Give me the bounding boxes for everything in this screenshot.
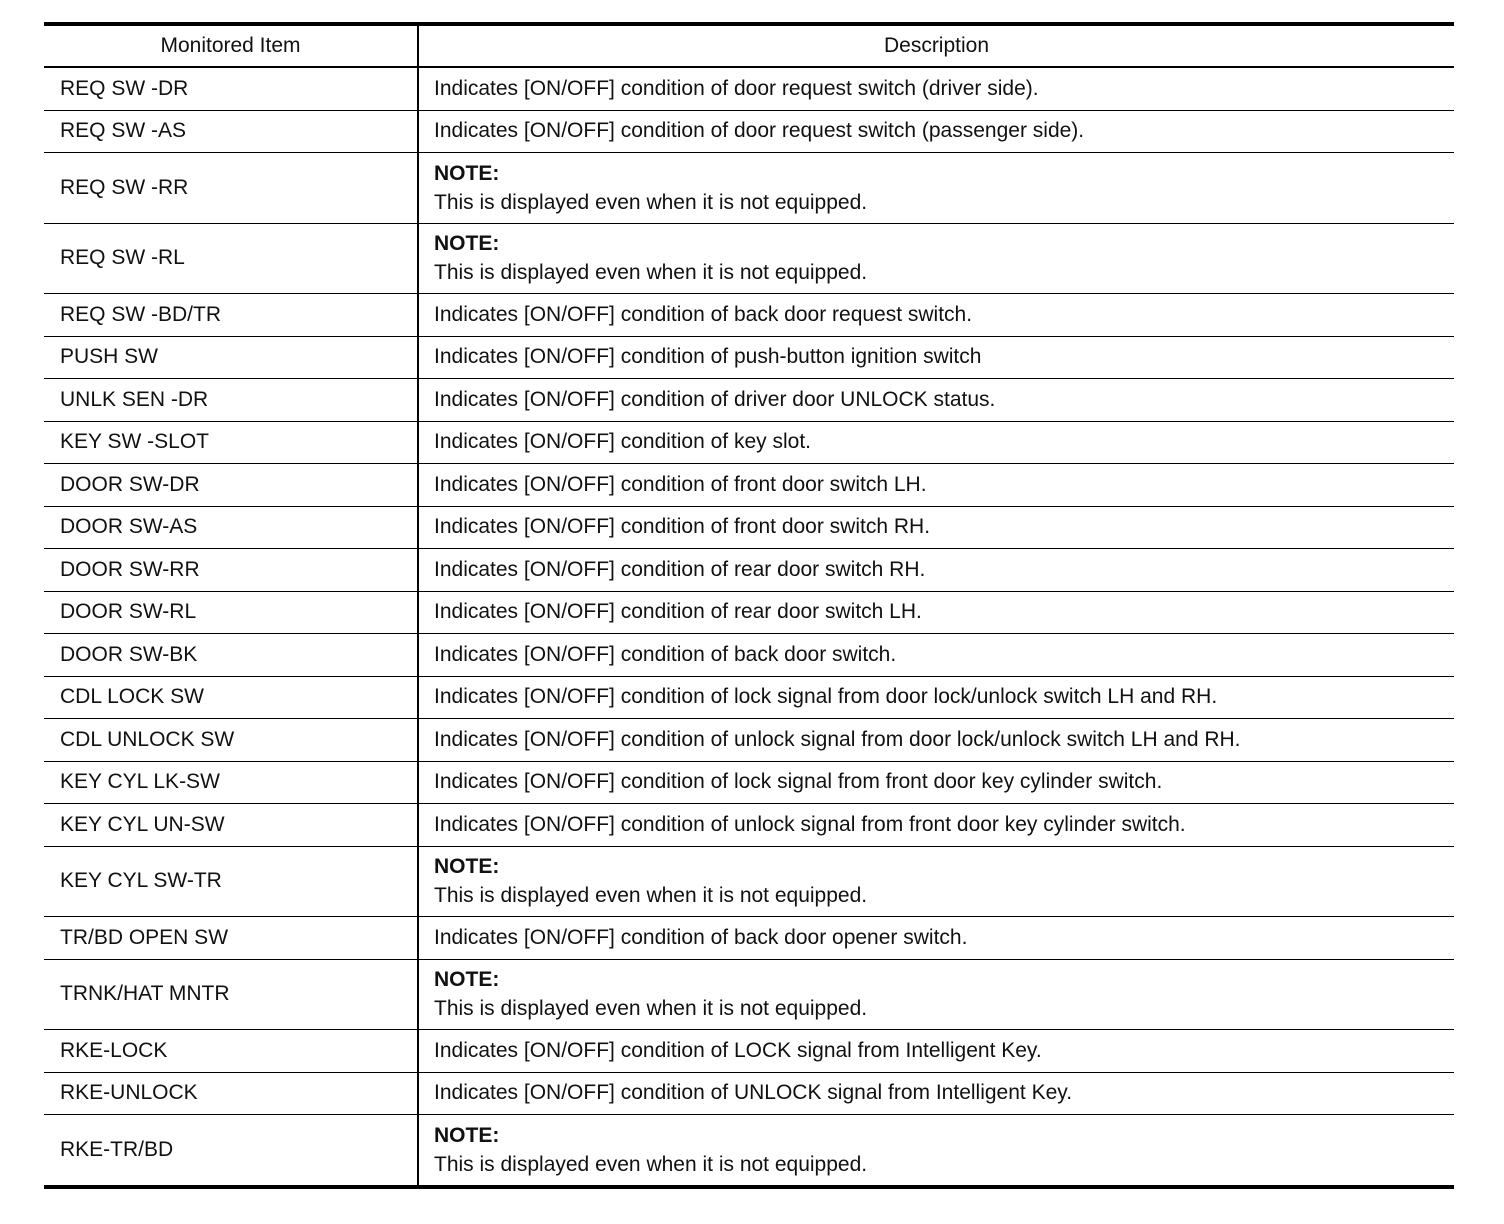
description-cell: Indicates [ON/OFF] condition of lock signal from front door key cylinder switch. xyxy=(418,761,1454,804)
description-cell: Indicates [ON/OFF] condition of lock signal from door lock/unlock switch LH and RH. xyxy=(418,676,1454,719)
table-row xyxy=(44,1115,1454,1187)
table-row xyxy=(44,336,1454,379)
table-row xyxy=(44,549,1454,592)
description-cell: Indicates [ON/OFF] condition of door request switch (driver side). xyxy=(418,67,1454,110)
note-heading: NOTE: xyxy=(434,968,500,992)
description-cell: Indicates [ON/OFF] condition of LOCK signal from Intelligent Key. xyxy=(418,1030,1454,1073)
monitored-item-cell: DOOR SW-BK xyxy=(44,634,418,677)
monitored-item-cell: PUSH SW xyxy=(44,336,418,379)
table-row xyxy=(44,917,1454,960)
description-cell xyxy=(418,959,1454,1030)
monitored-item-cell: RKE-UNLOCK xyxy=(44,1072,418,1115)
table-row xyxy=(44,464,1454,507)
monitored-item-cell: KEY CYL UN-SW xyxy=(44,804,418,847)
table-row xyxy=(44,379,1454,422)
table-row xyxy=(44,421,1454,464)
monitored-item-cell: REQ SW -BD/TR xyxy=(44,294,418,337)
table-row xyxy=(44,506,1454,549)
description-cell xyxy=(418,846,1454,917)
note-heading: NOTE: xyxy=(434,232,500,256)
table-row xyxy=(44,153,1454,224)
note-heading: NOTE: xyxy=(434,855,500,879)
header-description: Description xyxy=(418,24,1454,67)
note-text: This is displayed even when it is not equipped. xyxy=(434,1152,868,1176)
description-cell: Indicates [ON/OFF] condition of back door opener switch. xyxy=(418,917,1454,960)
description-cell: Indicates [ON/OFF] condition of back door request switch. xyxy=(418,294,1454,337)
description-cell xyxy=(418,223,1454,294)
monitored-item-cell: RKE-TR/BD xyxy=(44,1115,418,1187)
table-row xyxy=(44,591,1454,634)
note-text: This is displayed even when it is not equipped. xyxy=(434,997,868,1021)
monitored-item-cell: KEY SW -SLOT xyxy=(44,421,418,464)
description-cell: Indicates [ON/OFF] condition of front door switch LH. xyxy=(418,464,1454,507)
description-cell: Indicates [ON/OFF] condition of unlock signal from front door key cylinder switch. xyxy=(418,804,1454,847)
table-row xyxy=(44,223,1454,294)
description-cell: Indicates [ON/OFF] condition of UNLOCK signal from Intelligent Key. xyxy=(418,1072,1454,1115)
table-body xyxy=(44,67,1454,1187)
table-row xyxy=(44,67,1454,110)
description-cell: Indicates [ON/OFF] condition of rear door switch LH. xyxy=(418,591,1454,634)
monitored-item-cell: CDL LOCK SW xyxy=(44,676,418,719)
header-monitored-item: Monitored Item xyxy=(44,24,418,67)
monitored-item-cell: REQ SW -RR xyxy=(44,153,418,224)
description-cell: Indicates [ON/OFF] condition of door request switch (passenger side). xyxy=(418,110,1454,153)
monitored-item-cell: UNLK SEN -DR xyxy=(44,379,418,422)
description-cell: Indicates [ON/OFF] condition of rear door switch RH. xyxy=(418,549,1454,592)
description-cell xyxy=(418,153,1454,224)
monitored-item-cell: KEY CYL SW-TR xyxy=(44,846,418,917)
monitor-item-table xyxy=(44,22,1454,1189)
table-row xyxy=(44,294,1454,337)
description-cell: Indicates [ON/OFF] condition of unlock signal from door lock/unlock switch LH and RH. xyxy=(418,719,1454,762)
table-row xyxy=(44,1072,1454,1115)
table-row xyxy=(44,761,1454,804)
monitored-item-cell: REQ SW -AS xyxy=(44,110,418,153)
monitored-item-cell: REQ SW -DR xyxy=(44,67,418,110)
monitored-item-cell: DOOR SW-AS xyxy=(44,506,418,549)
monitored-item-cell: REQ SW -RL xyxy=(44,223,418,294)
note-heading: NOTE: xyxy=(434,161,500,185)
monitored-item-cell: TRNK/HAT MNTR xyxy=(44,959,418,1030)
table-row xyxy=(44,634,1454,677)
table-row xyxy=(44,846,1454,917)
monitored-item-cell: TR/BD OPEN SW xyxy=(44,917,418,960)
table-row xyxy=(44,804,1454,847)
description-cell: Indicates [ON/OFF] condition of push-button ignition switch xyxy=(418,336,1454,379)
monitored-item-cell: DOOR SW-RR xyxy=(44,549,418,592)
table-row xyxy=(44,719,1454,762)
note-heading: NOTE: xyxy=(434,1123,500,1147)
monitored-item-cell: RKE-LOCK xyxy=(44,1030,418,1073)
monitored-item-cell: DOOR SW-RL xyxy=(44,591,418,634)
description-cell: Indicates [ON/OFF] condition of key slot. xyxy=(418,421,1454,464)
monitored-item-cell: DOOR SW-DR xyxy=(44,464,418,507)
table-row xyxy=(44,676,1454,719)
table-row xyxy=(44,1030,1454,1073)
description-cell: Indicates [ON/OFF] condition of front door switch RH. xyxy=(418,506,1454,549)
monitored-item-cell: CDL UNLOCK SW xyxy=(44,719,418,762)
monitored-item-cell: KEY CYL LK-SW xyxy=(44,761,418,804)
note-text: This is displayed even when it is not equipped. xyxy=(434,190,868,214)
description-cell: Indicates [ON/OFF] condition of driver door UNLOCK status. xyxy=(418,379,1454,422)
table-header-row xyxy=(44,24,1454,67)
note-text: This is displayed even when it is not equipped. xyxy=(434,884,868,908)
description-cell: Indicates [ON/OFF] condition of back door switch. xyxy=(418,634,1454,677)
note-text: This is displayed even when it is not equipped. xyxy=(434,261,868,285)
table-row xyxy=(44,110,1454,153)
table-row xyxy=(44,959,1454,1030)
description-cell xyxy=(418,1115,1454,1187)
